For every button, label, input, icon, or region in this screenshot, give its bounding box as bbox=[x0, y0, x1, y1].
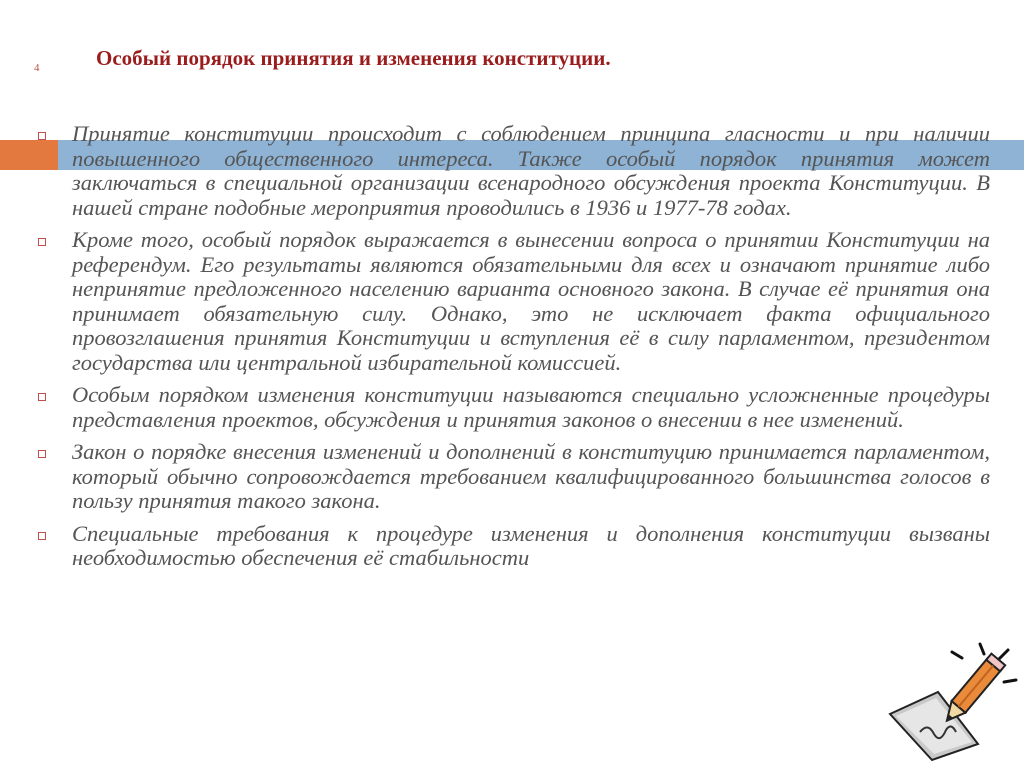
bullet-item bbox=[38, 122, 990, 220]
bullet-item bbox=[38, 440, 990, 514]
slide-number: 4 bbox=[34, 62, 40, 74]
pencil-paper-icon bbox=[880, 632, 1020, 762]
square-bullet-icon bbox=[38, 532, 46, 540]
square-bullet-icon bbox=[38, 450, 46, 458]
bullet-list bbox=[38, 122, 990, 579]
slide-title: Особый порядок принятия и изменения конституции. bbox=[96, 46, 611, 70]
bullet-item bbox=[38, 228, 990, 375]
square-bullet-icon bbox=[38, 238, 46, 246]
bullet-item bbox=[38, 383, 990, 432]
bullet-text: Принятие конституции происходит с соблюдением принципа гласности и при наличии повышенного общественного интереса. Также особый порядок принятия может заключаться в специальной организации всенародного обсуждения проекта Конституции. В нашей стране подобные мероприятия проводились в 1936 и 1977-78 годах. bbox=[72, 121, 990, 220]
square-bullet-icon bbox=[38, 393, 46, 401]
bullet-text: Особым порядком изменения конституции называются специально усложненные процедуры представления проектов, обсуждения и принятия законов о внесении в нее изменений. bbox=[72, 382, 990, 432]
square-bullet-icon bbox=[38, 132, 46, 140]
bullet-item bbox=[38, 522, 990, 571]
bullet-text: Кроме того, особый порядок выражается в вынесении вопроса о принятии Конституции на референдум. Его результаты являются обязательными для всех и означают принятие либо непринятие предложенного населению варианта основного закона. В случае её принятия она принимает обязательную силу. Однако, это не исключает факта официального провозглашения принятия Конституции и вступления её в силу парламентом, президентом государства или центральной избирательной комиссией. bbox=[72, 227, 990, 375]
bullet-text: Специальные требования к процедуре изменения и дополнения конституции вызваны необходимостью обеспечения её стабильности bbox=[72, 520, 990, 570]
bullet-text: Закон о порядке внесения изменений и дополнений в конституцию принимается парламентом, который обычно сопровождается требованием квалифицированного большинства голосов в пользу принятия такого закона. bbox=[72, 439, 990, 513]
